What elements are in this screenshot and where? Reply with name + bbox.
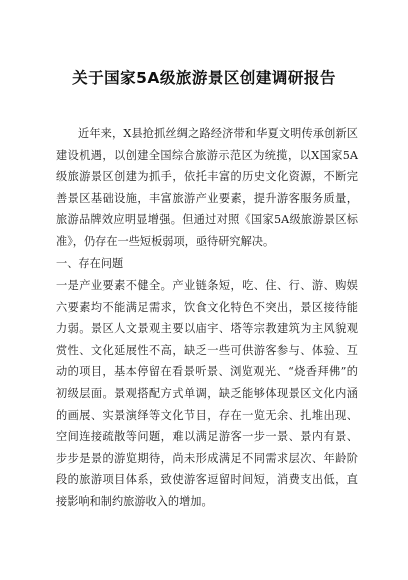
intro-paragraph: 近年来，X县抢抓丝绸之路经济带和华夏文明传承创新区建设机遇，以创建全国综合旅游示范区为统揽，以X国家5A级旅游景区创建为抓手，依托丰富的历史文化资源，不断完善景区基础设施，丰富旅游产业要素，提升游客服务质量，旅游品牌效应明显增强。但通过对照《国家5A级旅游景区标准》，仍存在一些短板弱项，亟待研究解决。 xyxy=(56,127,358,248)
section-heading-issues: 一、存在问题 xyxy=(56,257,124,270)
document-title: 关于国家5A级旅游景区创建调研报告 xyxy=(72,69,336,87)
issue-paragraph-1: 一是产业要素不健全。产业链条短，吃、住、行、游、购娱六要素均不能满足需求，饮食文化特色不突出，景区接待能力弱。景区人文景观主要以庙宇、塔等宗教建筑为主风貌观赏性、文化延展性不高，缺乏一些可供游客参与、体验、互动的项目，基本停留在看景听景、浏览观光、“烧香拜佛”的初级层面。景观搭配方式单调，缺乏能够体现景区文化内涵的画展、实景演绎等文化节目，存在一览无余、扎堆出现、空间连接疏散等问题，难以满足游客一步一景、景内有景、步步是景的游览期待，尚未形成满足不同需求层次、年龄阶段的旅游项目体系，致使游客逗留时间短，消费支出低，直接影响和制约旅游收入的增加。 xyxy=(56,279,358,508)
